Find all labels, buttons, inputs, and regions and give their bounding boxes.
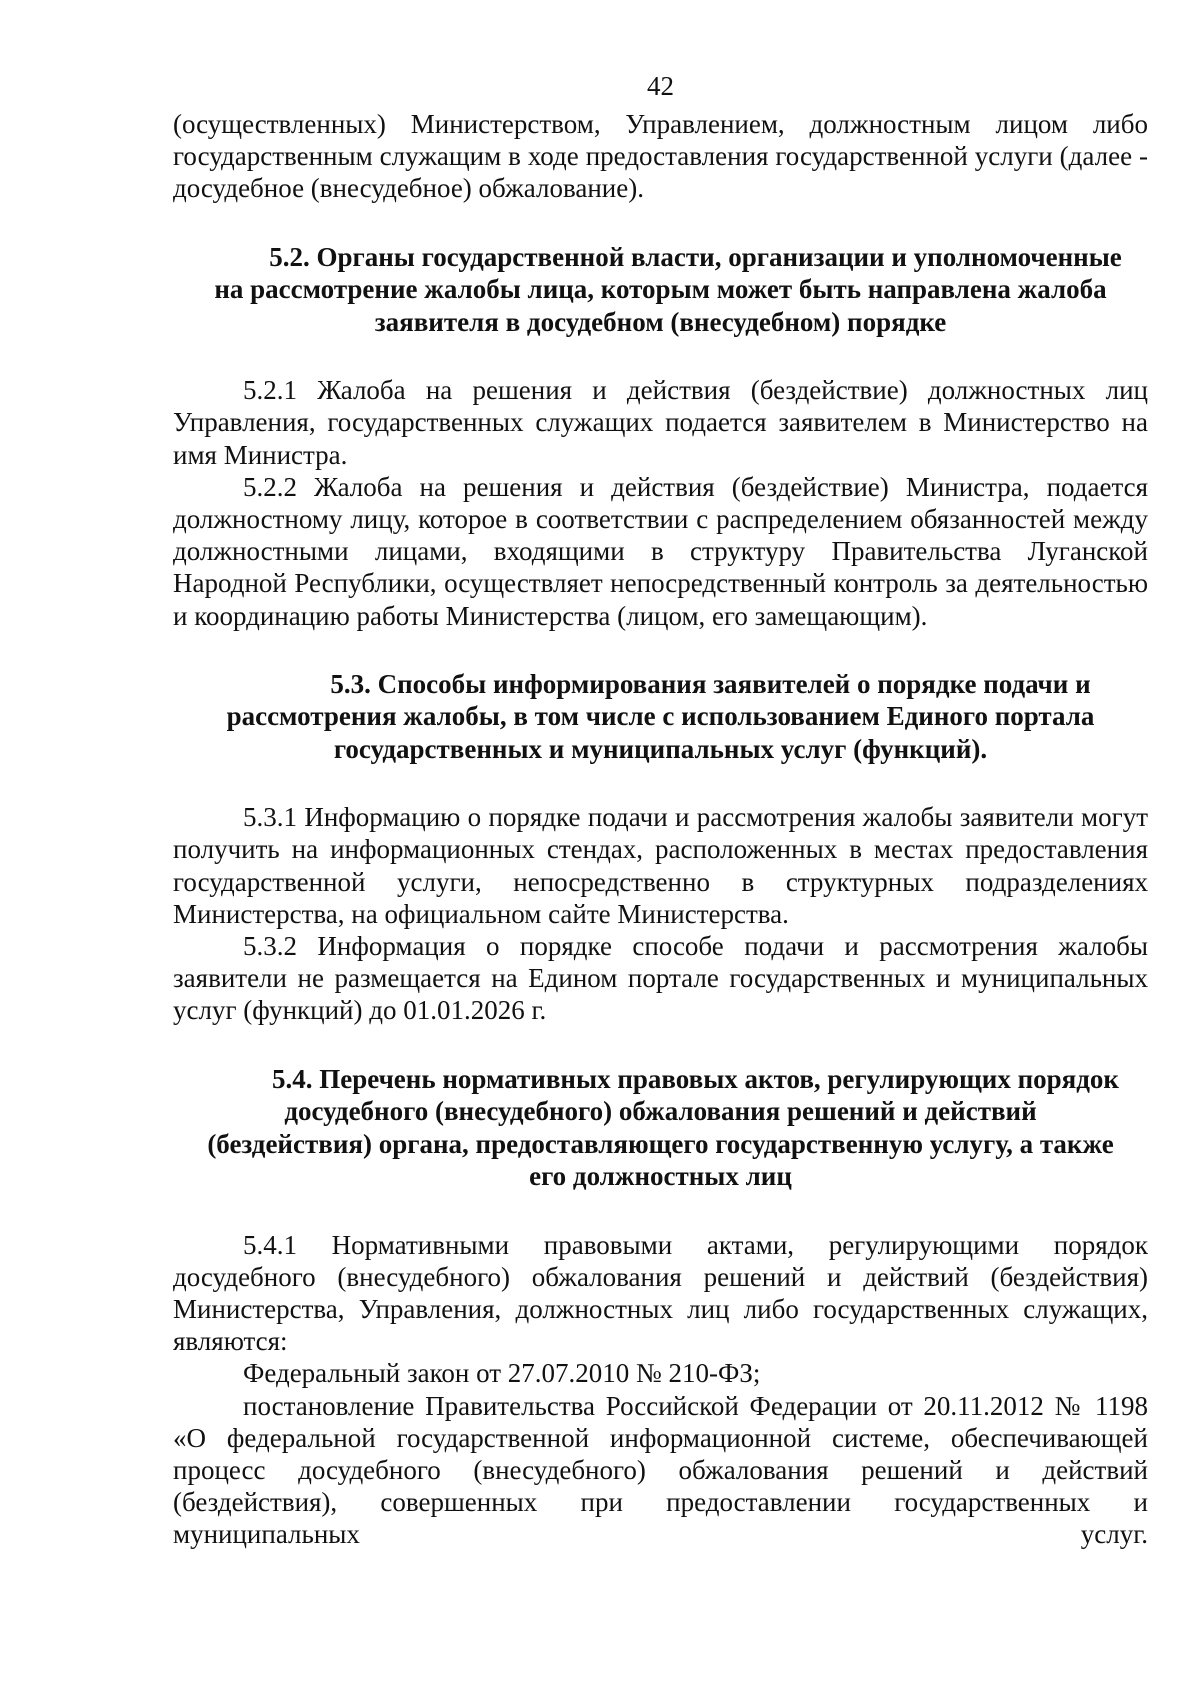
heading-line: 5.2. Органы государственной власти, организации и уполномоченные <box>269 241 1122 272</box>
paragraph-5-4-1: 5.4.1 Нормативными правовыми актами, регулирующими порядок досудебного (внесудебного) обжалования решений и действий (бездействия) Министерства, Управления, должностных лиц либо государственных служащих, являются: <box>173 1229 1148 1357</box>
document-page <box>173 70 1148 1551</box>
section-5-2-heading <box>173 241 1148 339</box>
heading-line: государственных и муниципальных услуг (функций). <box>333 733 988 764</box>
heading-line: заявителя в досудебном (внесудебном) порядке <box>374 306 947 337</box>
paragraph-government-decree: постановление Правительства Российской Федерации от 20.11.2012 № 1198 «О федеральной государственной информационной системе, обеспечивающей процесс досудебного (внесудебного) обжалования решений и действий (бездействия), совершенных при предоставлении государственных и муниципальных услуг. <box>173 1390 1148 1550</box>
heading-line: рассмотрения жалобы, в том числе с использованием Единого портала <box>226 701 1095 732</box>
heading-line: на рассмотрение жалобы лица, которым может быть направлена жалоба <box>214 274 1107 305</box>
intro-paragraph: (осуществленных) Министерством, Управлением, должностным лицом либо государственным служащим в ходе предоставления государственной услуги (далее - досудебное (внесудебное) обжалование). <box>173 109 1148 204</box>
heading-line: (бездействия) органа, предоставляющего государственную услугу, а также <box>207 1128 1114 1159</box>
paragraph-5-3-2: 5.3.2 Информация о порядке способе подачи и рассмотрения жалобы заявители не размещается на Едином портале государственных и муниципальных услуг (функций) до 01.01.2026 г. <box>173 931 1148 1026</box>
page-number: 42 <box>647 71 674 101</box>
heading-line: его должностных лиц <box>529 1161 792 1192</box>
heading-line: досудебного (внесудебного) обжалования решений и действий <box>284 1096 1037 1127</box>
section-5-3-heading <box>173 668 1148 766</box>
paragraph-federal-law: Федеральный закон от 27.07.2010 № 210-ФЗ; <box>243 1358 761 1389</box>
heading-line: 5.4. Перечень нормативных правовых актов, регулирующих порядок <box>272 1063 1119 1094</box>
paragraph-5-2-2: 5.2.2 Жалоба на решения и действия (бездействие) Министра, подается должностному лицу, которое в соответствии с распределением обязанностей между должностными лицами, входящими в структуру Правительства Луганской Народной Республики, осуществляет непосредственный контроль за деятельностью и координацию работы Министерства (лицом, его замещающим). <box>173 471 1148 631</box>
heading-line: 5.3. Способы информирования заявителей о порядке подачи и <box>330 668 1091 699</box>
paragraph-5-3-1: 5.3.1 Информацию о порядке подачи и рассмотрения жалобы заявители могут получить на информационных стендах, расположенных в местах предоставления государственной услуги, непосредственно в структурных подразделениях Министерства, на официальном сайте Министерства. <box>173 802 1148 929</box>
section-5-4-heading <box>173 1063 1148 1193</box>
paragraph-5-2-1: 5.2.1 Жалоба на решения и действия (бездействие) должностных лиц Управления, государственных служащих подается заявителем в Министерство на имя Министра. <box>173 375 1148 470</box>
